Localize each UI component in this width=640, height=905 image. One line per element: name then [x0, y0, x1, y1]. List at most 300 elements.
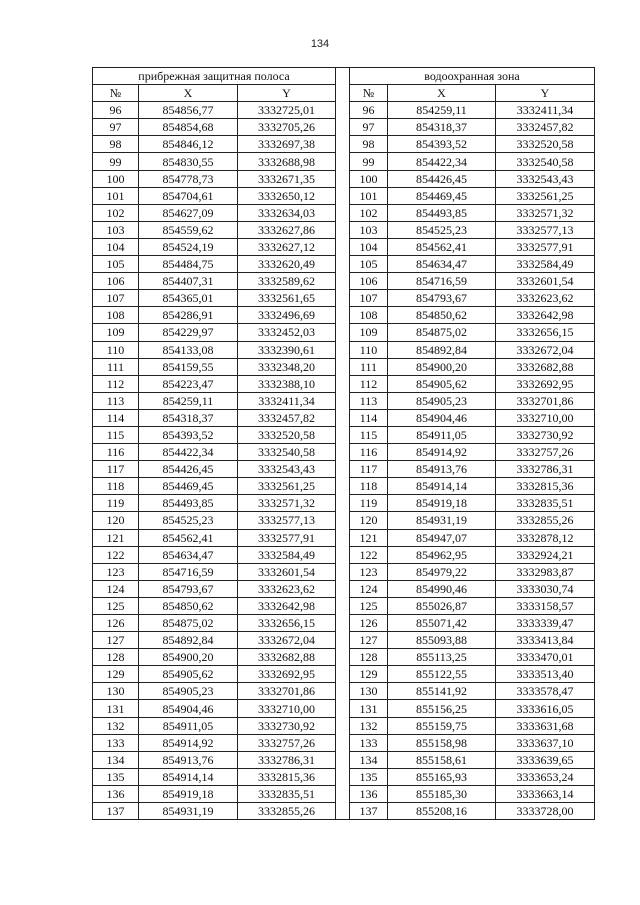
table-gap: [336, 751, 350, 768]
left-cell-x: 854525,23: [139, 512, 238, 529]
table-row: [93, 495, 595, 512]
left-cell-y: 3332540,58: [238, 444, 336, 461]
table-gap: [336, 187, 350, 204]
right-cell-number: 122: [350, 546, 388, 563]
right-cell-number: 115: [350, 426, 388, 443]
right-cell-x: 854562,41: [388, 238, 496, 255]
left-cell-y: 3332561,65: [238, 290, 336, 307]
right-cell-y: 3332878,12: [496, 529, 595, 546]
left-cell-x: 854913,76: [139, 751, 238, 768]
right-cell-y: 3332701,86: [496, 392, 595, 409]
left-cell-y: 3332561,25: [238, 478, 336, 495]
table-gap: [336, 68, 350, 85]
table-row: [93, 615, 595, 632]
left-cell-number: 133: [93, 734, 139, 751]
left-header-x: X: [139, 85, 238, 102]
table-row: [93, 461, 595, 478]
right-cell-y: 3333339,47: [496, 615, 595, 632]
table-gap: [336, 256, 350, 273]
right-cell-y: 3332855,26: [496, 512, 595, 529]
table-row: [93, 358, 595, 375]
right-cell-y: 3332577,91: [496, 238, 595, 255]
left-cell-y: 3332855,26: [238, 803, 336, 820]
table-gap: [336, 580, 350, 597]
table-row: [93, 426, 595, 443]
table-row: [93, 290, 595, 307]
table-gap: [336, 649, 350, 666]
table-gap: [336, 409, 350, 426]
table-gap: [336, 204, 350, 221]
left-cell-y: 3332627,86: [238, 221, 336, 238]
right-cell-number: 111: [350, 358, 388, 375]
right-cell-x: 855156,25: [388, 700, 496, 717]
left-cell-number: 110: [93, 341, 139, 358]
left-cell-x: 854900,20: [139, 649, 238, 666]
left-cell-x: 854854,68: [139, 119, 238, 136]
left-cell-number: 112: [93, 375, 139, 392]
table-gap: [336, 119, 350, 136]
left-cell-y: 3332390,61: [238, 341, 336, 358]
left-cell-y: 3332730,92: [238, 717, 336, 734]
left-header-y: Y: [238, 85, 336, 102]
right-header-y: Y: [496, 85, 595, 102]
right-header-x: X: [388, 85, 496, 102]
left-cell-x: 854905,23: [139, 683, 238, 700]
right-cell-number: 130: [350, 683, 388, 700]
left-cell-x: 854393,52: [139, 426, 238, 443]
left-cell-x: 854856,77: [139, 102, 238, 119]
right-cell-x: 854716,59: [388, 273, 496, 290]
table-gap: [336, 597, 350, 614]
left-cell-number: 96: [93, 102, 139, 119]
table-row: [93, 563, 595, 580]
right-cell-y: 3332672,04: [496, 341, 595, 358]
right-cell-x: 855026,87: [388, 597, 496, 614]
table-gap: [336, 426, 350, 443]
right-cell-x: 855158,61: [388, 751, 496, 768]
left-cell-y: 3332584,49: [238, 546, 336, 563]
left-cell-number: 109: [93, 324, 139, 341]
right-cell-y: 3333616,05: [496, 700, 595, 717]
table-title-row: [93, 68, 595, 85]
right-cell-y: 3333639,65: [496, 751, 595, 768]
table-row: [93, 324, 595, 341]
left-cell-x: 854223,47: [139, 375, 238, 392]
left-cell-number: 136: [93, 785, 139, 802]
left-cell-y: 3332815,36: [238, 768, 336, 785]
right-cell-number: 108: [350, 307, 388, 324]
left-cell-x: 854159,55: [139, 358, 238, 375]
right-cell-y: 3332835,51: [496, 495, 595, 512]
right-cell-y: 3332757,26: [496, 444, 595, 461]
left-cell-number: 117: [93, 461, 139, 478]
right-cell-x: 855185,30: [388, 785, 496, 802]
right-cell-y: 3332682,88: [496, 358, 595, 375]
right-cell-x: 854634,47: [388, 256, 496, 273]
left-cell-y: 3332627,12: [238, 238, 336, 255]
table-gap: [336, 546, 350, 563]
left-cell-y: 3332697,38: [238, 136, 336, 153]
table-row: [93, 597, 595, 614]
right-cell-x: 854422,34: [388, 153, 496, 170]
table-row: [93, 204, 595, 221]
table-gap: [336, 375, 350, 392]
left-cell-number: 120: [93, 512, 139, 529]
table-row: [93, 478, 595, 495]
left-cell-number: 121: [93, 529, 139, 546]
right-cell-y: 3332561,25: [496, 187, 595, 204]
table-row: [93, 273, 595, 290]
left-cell-x: 854426,45: [139, 461, 238, 478]
left-cell-y: 3332543,43: [238, 461, 336, 478]
right-cell-y: 3333653,24: [496, 768, 595, 785]
right-cell-x: 854919,18: [388, 495, 496, 512]
left-cell-y: 3332650,12: [238, 187, 336, 204]
right-cell-number: 101: [350, 187, 388, 204]
table-row: [93, 717, 595, 734]
left-cell-y: 3332620,49: [238, 256, 336, 273]
right-cell-y: 3332457,82: [496, 119, 595, 136]
left-cell-y: 3332348,20: [238, 358, 336, 375]
left-cell-y: 3332725,01: [238, 102, 336, 119]
left-cell-y: 3332786,31: [238, 751, 336, 768]
right-cell-number: 135: [350, 768, 388, 785]
table-gap: [336, 444, 350, 461]
right-cell-x: 855122,55: [388, 666, 496, 683]
right-cell-y: 3332924,21: [496, 546, 595, 563]
right-cell-y: 3333413,84: [496, 632, 595, 649]
table-row: [93, 102, 595, 119]
left-cell-number: 137: [93, 803, 139, 820]
table-gap: [336, 170, 350, 187]
left-cell-number: 124: [93, 580, 139, 597]
right-cell-number: 121: [350, 529, 388, 546]
right-cell-x: 855093,88: [388, 632, 496, 649]
right-cell-number: 131: [350, 700, 388, 717]
right-cell-y: 3333578,47: [496, 683, 595, 700]
left-cell-number: 125: [93, 597, 139, 614]
left-cell-number: 103: [93, 221, 139, 238]
right-cell-x: 854905,23: [388, 392, 496, 409]
right-cell-number: 112: [350, 375, 388, 392]
left-cell-y: 3332642,98: [238, 597, 336, 614]
left-cell-y: 3332623,62: [238, 580, 336, 597]
left-cell-y: 3332656,15: [238, 615, 336, 632]
right-cell-y: 3333513,40: [496, 666, 595, 683]
table-gap: [336, 529, 350, 546]
left-cell-y: 3332589,62: [238, 273, 336, 290]
right-cell-number: 126: [350, 615, 388, 632]
right-cell-number: 107: [350, 290, 388, 307]
right-cell-y: 3332983,87: [496, 563, 595, 580]
left-cell-number: 115: [93, 426, 139, 443]
right-cell-x: 854911,05: [388, 426, 496, 443]
right-cell-x: 854318,37: [388, 119, 496, 136]
left-table-title: прибрежная защитная полоса: [93, 68, 336, 85]
right-cell-number: 106: [350, 273, 388, 290]
right-cell-number: 113: [350, 392, 388, 409]
left-cell-y: 3332757,26: [238, 734, 336, 751]
right-cell-x: 854913,76: [388, 461, 496, 478]
left-cell-number: 123: [93, 563, 139, 580]
right-cell-number: 117: [350, 461, 388, 478]
left-cell-y: 3332601,54: [238, 563, 336, 580]
right-cell-x: 855158,98: [388, 734, 496, 751]
right-cell-x: 854875,02: [388, 324, 496, 341]
left-cell-x: 854469,45: [139, 478, 238, 495]
left-cell-number: 126: [93, 615, 139, 632]
table-gap: [336, 341, 350, 358]
left-cell-x: 854846,12: [139, 136, 238, 153]
left-cell-x: 854286,91: [139, 307, 238, 324]
table-gap: [336, 102, 350, 119]
right-cell-y: 3332786,31: [496, 461, 595, 478]
right-cell-y: 3332543,43: [496, 170, 595, 187]
right-cell-number: 133: [350, 734, 388, 751]
left-cell-y: 3332411,34: [238, 392, 336, 409]
right-cell-y: 3333030,74: [496, 580, 595, 597]
left-cell-x: 854850,62: [139, 597, 238, 614]
left-cell-y: 3332835,51: [238, 785, 336, 802]
right-cell-number: 98: [350, 136, 388, 153]
table-gap: [336, 717, 350, 734]
right-cell-number: 97: [350, 119, 388, 136]
table-row: [93, 649, 595, 666]
left-cell-x: 854524,19: [139, 238, 238, 255]
coordinates-table: [92, 67, 595, 820]
left-cell-y: 3332672,04: [238, 632, 336, 649]
left-cell-x: 854318,37: [139, 409, 238, 426]
left-cell-y: 3332682,88: [238, 649, 336, 666]
table-gap: [336, 512, 350, 529]
left-cell-number: 132: [93, 717, 139, 734]
table-row: [93, 392, 595, 409]
table-row: [93, 187, 595, 204]
left-cell-y: 3332671,35: [238, 170, 336, 187]
table-row: [93, 170, 595, 187]
right-cell-number: 102: [350, 204, 388, 221]
table-row: [93, 153, 595, 170]
left-cell-number: 106: [93, 273, 139, 290]
right-cell-x: 854979,22: [388, 563, 496, 580]
left-cell-number: 116: [93, 444, 139, 461]
table-gap: [336, 153, 350, 170]
table-row: [93, 444, 595, 461]
right-cell-number: 120: [350, 512, 388, 529]
right-cell-y: 3332411,34: [496, 102, 595, 119]
left-cell-number: 135: [93, 768, 139, 785]
right-cell-number: 129: [350, 666, 388, 683]
left-cell-number: 118: [93, 478, 139, 495]
left-cell-x: 854892,84: [139, 632, 238, 649]
right-cell-x: 854914,92: [388, 444, 496, 461]
right-cell-number: 114: [350, 409, 388, 426]
right-cell-number: 124: [350, 580, 388, 597]
table-gap: [336, 273, 350, 290]
left-cell-number: 131: [93, 700, 139, 717]
right-cell-x: 854525,23: [388, 221, 496, 238]
table-row: [93, 136, 595, 153]
right-cell-number: 103: [350, 221, 388, 238]
table-gap: [336, 700, 350, 717]
left-cell-number: 98: [93, 136, 139, 153]
right-cell-number: 128: [350, 649, 388, 666]
right-cell-number: 99: [350, 153, 388, 170]
table-row: [93, 529, 595, 546]
table-row: [93, 256, 595, 273]
left-cell-number: 105: [93, 256, 139, 273]
left-cell-number: 101: [93, 187, 139, 204]
right-cell-y: 3332577,13: [496, 221, 595, 238]
left-cell-x: 854493,85: [139, 495, 238, 512]
right-cell-y: 3333728,00: [496, 803, 595, 820]
table-row: [93, 683, 595, 700]
right-cell-number: 123: [350, 563, 388, 580]
right-cell-y: 3333158,57: [496, 597, 595, 614]
right-cell-x: 854900,20: [388, 358, 496, 375]
left-cell-number: 127: [93, 632, 139, 649]
table-row: [93, 119, 595, 136]
right-cell-x: 854469,45: [388, 187, 496, 204]
left-cell-number: 108: [93, 307, 139, 324]
right-cell-number: 109: [350, 324, 388, 341]
right-cell-x: 855165,93: [388, 768, 496, 785]
right-cell-number: 105: [350, 256, 388, 273]
left-cell-x: 854778,73: [139, 170, 238, 187]
left-cell-x: 854133,08: [139, 341, 238, 358]
left-cell-x: 854830,55: [139, 153, 238, 170]
right-cell-y: 3333663,14: [496, 785, 595, 802]
right-header-number: №: [350, 85, 388, 102]
right-cell-number: 127: [350, 632, 388, 649]
left-cell-x: 854627,09: [139, 204, 238, 221]
left-header-number: №: [93, 85, 139, 102]
left-cell-y: 3332520,58: [238, 426, 336, 443]
left-cell-x: 854931,19: [139, 803, 238, 820]
right-cell-number: 137: [350, 803, 388, 820]
table-gap: [336, 478, 350, 495]
table-row: [93, 307, 595, 324]
left-cell-number: 111: [93, 358, 139, 375]
table-gap: [336, 221, 350, 238]
right-cell-y: 3332815,36: [496, 478, 595, 495]
table-header-row: [93, 85, 595, 102]
table-row: [93, 700, 595, 717]
left-cell-y: 3332577,13: [238, 512, 336, 529]
table-gap: [336, 785, 350, 802]
right-cell-number: 104: [350, 238, 388, 255]
right-cell-x: 855141,92: [388, 683, 496, 700]
left-cell-number: 99: [93, 153, 139, 170]
table-gap: [336, 803, 350, 820]
left-cell-x: 854875,02: [139, 615, 238, 632]
right-cell-y: 3332656,15: [496, 324, 595, 341]
right-cell-x: 854990,46: [388, 580, 496, 597]
right-cell-number: 118: [350, 478, 388, 495]
table-row: [93, 341, 595, 358]
right-cell-x: 854914,14: [388, 478, 496, 495]
table-row: [93, 803, 595, 820]
right-cell-y: 3332692,95: [496, 375, 595, 392]
right-cell-y: 3333631,68: [496, 717, 595, 734]
right-cell-number: 110: [350, 341, 388, 358]
left-cell-x: 854634,47: [139, 546, 238, 563]
left-cell-x: 854914,14: [139, 768, 238, 785]
right-cell-number: 119: [350, 495, 388, 512]
right-cell-number: 125: [350, 597, 388, 614]
table-row: [93, 546, 595, 563]
left-cell-y: 3332571,32: [238, 495, 336, 512]
left-cell-x: 854365,01: [139, 290, 238, 307]
left-cell-y: 3332692,95: [238, 666, 336, 683]
left-cell-number: 134: [93, 751, 139, 768]
table-gap: [336, 768, 350, 785]
table-gap: [336, 495, 350, 512]
table-gap: [336, 683, 350, 700]
right-cell-y: 3332730,92: [496, 426, 595, 443]
table-row: [93, 785, 595, 802]
left-cell-x: 854559,62: [139, 221, 238, 238]
left-cell-x: 854911,05: [139, 717, 238, 734]
table-gap: [336, 358, 350, 375]
table-gap: [336, 615, 350, 632]
table-gap: [336, 563, 350, 580]
left-cell-y: 3332710,00: [238, 700, 336, 717]
right-cell-y: 3332623,62: [496, 290, 595, 307]
table-gap: [336, 136, 350, 153]
right-cell-x: 854850,62: [388, 307, 496, 324]
left-cell-x: 854905,62: [139, 666, 238, 683]
right-cell-y: 3332642,98: [496, 307, 595, 324]
left-cell-x: 854793,67: [139, 580, 238, 597]
right-cell-y: 3332601,54: [496, 273, 595, 290]
right-cell-y: 3333637,10: [496, 734, 595, 751]
table-row: [93, 632, 595, 649]
right-cell-number: 134: [350, 751, 388, 768]
right-cell-x: 854904,46: [388, 409, 496, 426]
right-cell-y: 3332584,49: [496, 256, 595, 273]
right-cell-y: 3332710,00: [496, 409, 595, 426]
table-row: [93, 734, 595, 751]
left-cell-y: 3332634,03: [238, 204, 336, 221]
right-cell-x: 855159,75: [388, 717, 496, 734]
left-cell-number: 107: [93, 290, 139, 307]
left-cell-number: 119: [93, 495, 139, 512]
table-gap: [336, 666, 350, 683]
left-cell-number: 114: [93, 409, 139, 426]
right-cell-number: 136: [350, 785, 388, 802]
right-table-title: водоохранная зона: [350, 68, 595, 85]
left-cell-y: 3332452,03: [238, 324, 336, 341]
left-cell-number: 104: [93, 238, 139, 255]
table-row: [93, 375, 595, 392]
left-cell-x: 854562,41: [139, 529, 238, 546]
left-cell-x: 854229,97: [139, 324, 238, 341]
table-row: [93, 751, 595, 768]
right-cell-x: 855071,42: [388, 615, 496, 632]
left-cell-x: 854704,61: [139, 187, 238, 204]
left-cell-x: 854422,34: [139, 444, 238, 461]
left-cell-number: 130: [93, 683, 139, 700]
right-cell-x: 855113,25: [388, 649, 496, 666]
left-cell-x: 854919,18: [139, 785, 238, 802]
left-cell-y: 3332388,10: [238, 375, 336, 392]
table-gap: [336, 461, 350, 478]
table-row: [93, 512, 595, 529]
right-cell-y: 3332520,58: [496, 136, 595, 153]
right-cell-number: 96: [350, 102, 388, 119]
left-cell-y: 3332701,86: [238, 683, 336, 700]
